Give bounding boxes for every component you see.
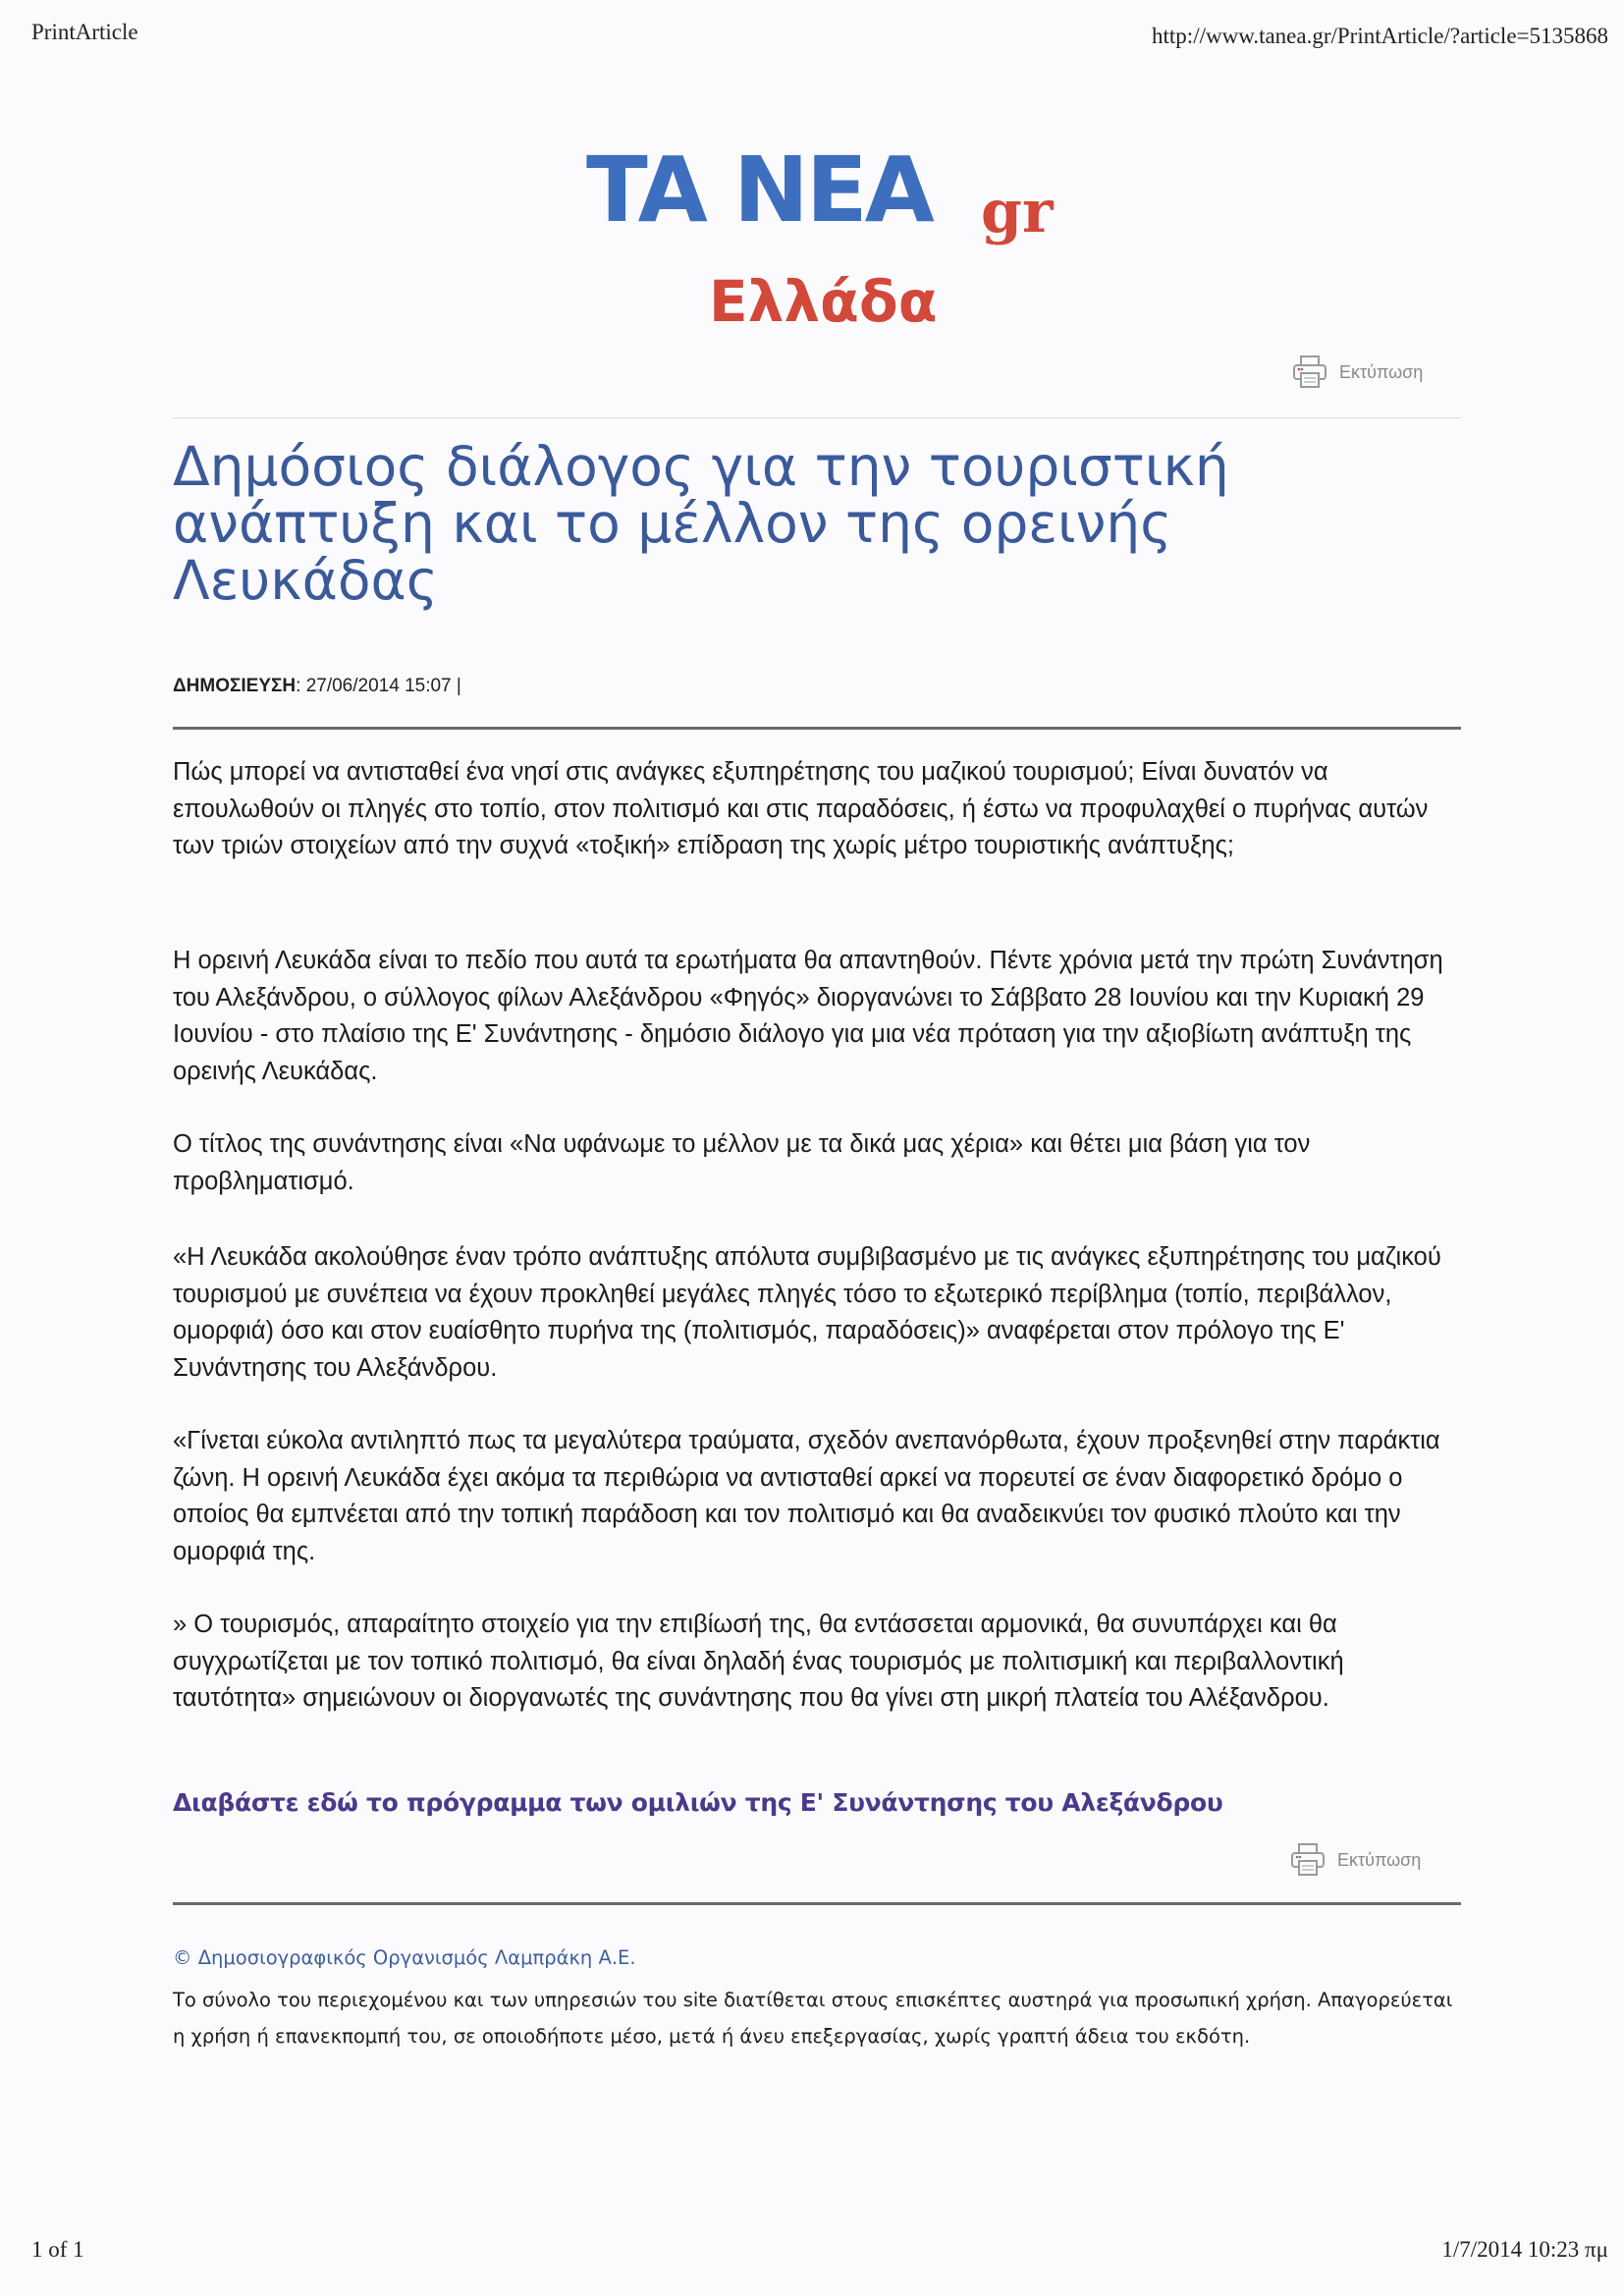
title-divider	[173, 727, 1461, 730]
printer-icon	[1290, 1843, 1326, 1877]
header-divider	[173, 417, 1461, 418]
article-paragraph: » Ο τουρισμός, απαραίτητο στοιχείο για την επιβίωσή της, θα εντάσσεται αρμονικά, θα συνυπάρχει και θα συγχρωτίζεται με τον τοπικό πολιτισμό, θα είναι δηλαδή ένας τουρισμός με πολιτισμική και περιβαλλοντική ταυτότητα» σημειώνουν οι διοργανωτές της συνάντησης που θα γίνει στη μικρή πλατεία του Αλέξανδρου.	[173, 1611, 1344, 1712]
article-paragraph: Η ορεινή Λευκάδα είναι το πεδίο που αυτά τα ερωτήματα θα απαντηθούν. Πέντε χρόνια μετά την πρώτη Συνάντηση του Αλεξάνδρου, ο σύλλογος φίλων Αλεξάνδρου «Φηγός» διοργανώνει το Σάββατο 28 Ιουνίου και την Κυριακή 29 Ιουνίου - στο πλαίσιο της Ε' Συνάντησης - δημόσιο διάλογο για μια νέα πρόταση για την αξιοβίωτη ανάπτυξη της ορεινής Λευκάδας.	[173, 947, 1443, 1085]
print-label: Εκτύπωση	[1339, 361, 1424, 382]
article-paragraph: «Γίνεται εύκολα αντιληπτό πως τα μεγαλύτερα τραύματα, σχεδόν ανεπανόρθωτα, έχουν προξενηθεί στην παράκτια ζώνη. Η ορεινή Λευκάδα έχει ακόμα τα περιθώρια να αντισταθεί αρκεί να πορευτεί σε έναν διαφορετικό δρόμο ο οποίος θα εμπνέεται από την τοπική παράδοση και τον πολιτισμό και θα αναδεικνύει τον φυσικό πλούτο και την ομορφιά της.	[173, 1427, 1440, 1565]
print-datetime: 1/7/2014 10:23 πμ	[1441, 2237, 1608, 2262]
print-button-bottom[interactable]	[1290, 1843, 1421, 1877]
printer-icon	[1292, 355, 1327, 389]
logo-gr-suffix: gr	[981, 178, 1054, 246]
print-label: Εκτύπωση	[1337, 1849, 1422, 1870]
article-paragraph: Πώς μπορεί να αντισταθεί ένα νησί στις ανάγκες εξυπηρέτησης του μαζικού τουρισμού; Είναι δυνατόν να επουλωθούν οι πληγές στο τοπίο, στον πολιτισμό και στις παραδόσεις, ή έστω να προφυλαχθεί ο πυρήνας αυτών των τριών στοιχείων από την συχνά «τοξική» επίδραση της χωρίς μέτρο τουριστικής ανάπτυξης;	[173, 758, 1429, 859]
logo-main-text: TA NEA	[586, 137, 932, 243]
print-header-url: http://www.tanea.gr/PrintArticle/?article=5135868	[1152, 24, 1608, 48]
article-paragraph: Ο τίτλος της συνάντησης είναι «Να υφάνωμε το μέλλον με τα δικά μας χέρια» και θέτει μια βάση για τον προβληματισμό.	[173, 1130, 1311, 1195]
page-count: 1 of 1	[31, 2237, 84, 2262]
article-paragraph: «Η Λευκάδα ακολούθησε έναν τρόπο ανάπτυξης απόλυτα συμβιβασμένο με τις ανάγκες εξυπηρέτησης του μαζικού τουρισμού με συνέπεια να έχουν προκληθεί μεγάλες πληγές τόσο το εξωτερικό περίβλημα (τοπίο, περιβάλλον, ομορφιά) όσο και στον ευαίσθητο πυρήνα της (πολιτισμός, παραδόσεις)» αναφέρεται στον πρόλογο της Ε' Συνάντησης του Αλεξάνδρου.	[173, 1243, 1441, 1382]
usage-disclaimer: Το σύνολο του περιεχομένου και των υπηρεσιών του site διατίθεται στους επισκέπτες αυστηρά για προσωπική χρήση. Απαγορεύεται η χρήση ή επανεκπομπή του, σε οποιοδήποτε μέσο, μετά ή άνευ επεξεργασίας, χωρίς γραπτή άδεια του εκδότη.	[173, 1989, 1453, 2048]
print-button-top[interactable]	[1292, 355, 1423, 389]
copyright-notice: © Δημοσιογραφικός Οργανισμός Λαμπράκη Α.Ε.	[173, 1946, 636, 1969]
section-name: Ελλάδα	[709, 268, 938, 335]
article-title: Δημόσιος διάλογος για την τουριστική ανάπτυξη και το μέλλον της ορεινής Λευκάδας	[173, 435, 1229, 612]
program-link[interactable]: Διαβάστε εδώ το πρόγραμμα των ομιλιών της Ε' Συνάντησης του Αλεξάνδρου	[173, 1788, 1223, 1817]
published-label: ΔΗΜΟΣΙΕΥΣΗ	[173, 676, 297, 696]
site-logo	[586, 137, 1077, 342]
published-date: : 27/06/2014 15:07 |	[296, 676, 461, 696]
footer-divider	[173, 1902, 1461, 1905]
print-header-title: PrintArticle	[31, 20, 138, 44]
publish-info	[173, 676, 461, 697]
